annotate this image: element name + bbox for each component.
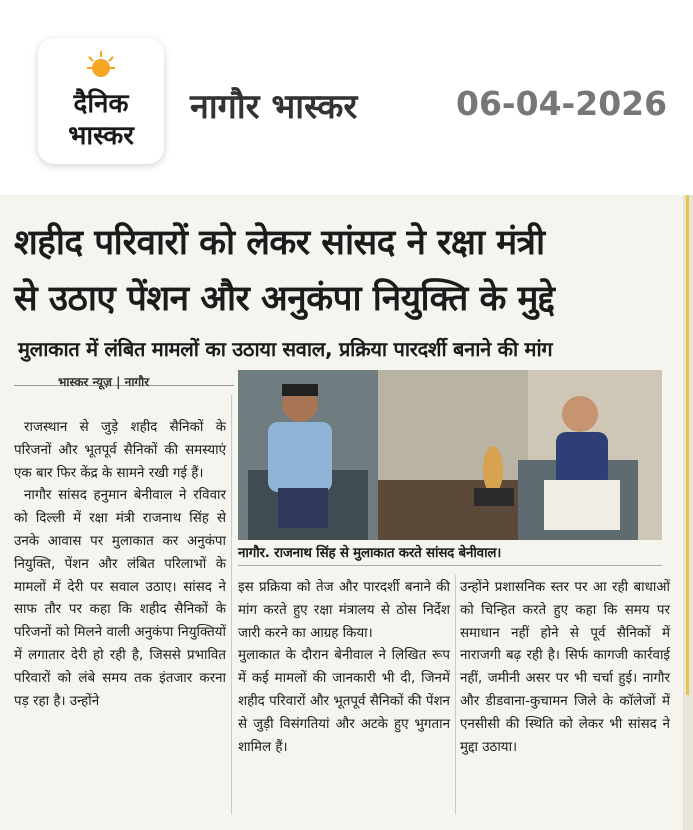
newspaper-clipping [0, 195, 693, 830]
adjacent-page-edge [683, 195, 693, 830]
sun-icon [82, 50, 120, 82]
dainik-bhaskar-logo[interactable] [38, 38, 164, 164]
photo-caption: नागौर. राजनाथ सिंह से मुलाकात करते सांसद बेनीवाल। [238, 546, 502, 561]
headline-line-2: से उठाए पेंशन और अनुकंपा नियुक्ति के मुद्दे [14, 279, 555, 319]
article-column-2 [238, 577, 450, 759]
paragraph: मुलाकात के दौरान बेनीवाल ने लिखित रूप में कई मामलों की जानकारी भी दी, जिनमें शहीद परिवारों और भूतपूर्व सैनिकों की पेंशन से जुड़ी विसंगतियां और अटके हुए भुगतान शामिल हैं। [238, 648, 450, 755]
meeting-photo-illustration [238, 370, 662, 540]
logo-text-bhaskar: भास्कर [68, 121, 134, 151]
edition-date: 06-04-2026 [456, 84, 668, 123]
byline: भास्कर न्यूज़ | नागौर [58, 375, 150, 389]
paragraph: राजस्थान से जुड़े शहीद सैनिकों के परिजनों और भूतपूर्व सैनिकों की समस्याएं एक बार फिर केंद्र के सामने रखी गई हैं। [14, 420, 226, 481]
paragraph: नागौर सांसद हनुमान बेनीवाल ने रविवार को दिल्ली में रक्षा मंत्री राजनाथ सिंह से उनके आवास पर मुलाकात कर अनुकंपा नियुक्ति, पेंशन और लंबित परिलाभों के मामलों में देरी पर सवाल उठाए। सांसद ने साफ तौर पर कहा कि शहीद सैनिकों के परिजनों को मिलने वाली अनुकंपा नियुक्तियों में लगातार देरी हो रही है, जिससे प्रभावित परिवारों को लंबे समय तक इंतजार करना पड़ रहा है। उन्होंने [14, 488, 226, 709]
column-divider [231, 395, 232, 815]
paragraph: इस प्रक्रिया को तेज और पारदर्शी बनाने की मांग करते हुए रक्षा मंत्रालय से ठोस निर्देश जारी करने का आग्रह किया। [238, 580, 450, 641]
subheadline: मुलाकात में लंबित मामलों का उठाया सवाल, प्रक्रिया पारदर्शी बनाने की मांग [18, 337, 553, 361]
article-column-3 [460, 577, 670, 759]
article-column-1 [14, 417, 226, 713]
paragraph: उन्होंने प्रशासनिक स्तर पर आ रही बाधाओं को चिन्हित करते हुए कहा कि समय पर समाधान नहीं होने से पूर्व सैनिकों में नाराजगी बढ़ रही है। सिर्फ कागजी कार्रवाई नहीं, जमीनी असर पर भी चर्चा हुई। नागौर और डीडवाना-कुचामन जिले के कॉलेजों में एनसीसी की स्थिति को लेकर भी सांसद ने मुद्दा उठाया। [460, 580, 670, 755]
headline [14, 215, 674, 327]
column-divider [455, 575, 456, 815]
edition-title: नागौर भास्कर [190, 87, 358, 127]
caption-divider [238, 565, 662, 566]
logo-text-dainik: दैनिक [73, 89, 129, 119]
news-photo [238, 370, 662, 540]
headline-line-1: शहीद परिवारों को लेकर सांसद ने रक्षा मंत्री [14, 223, 545, 263]
app-header [0, 0, 693, 195]
